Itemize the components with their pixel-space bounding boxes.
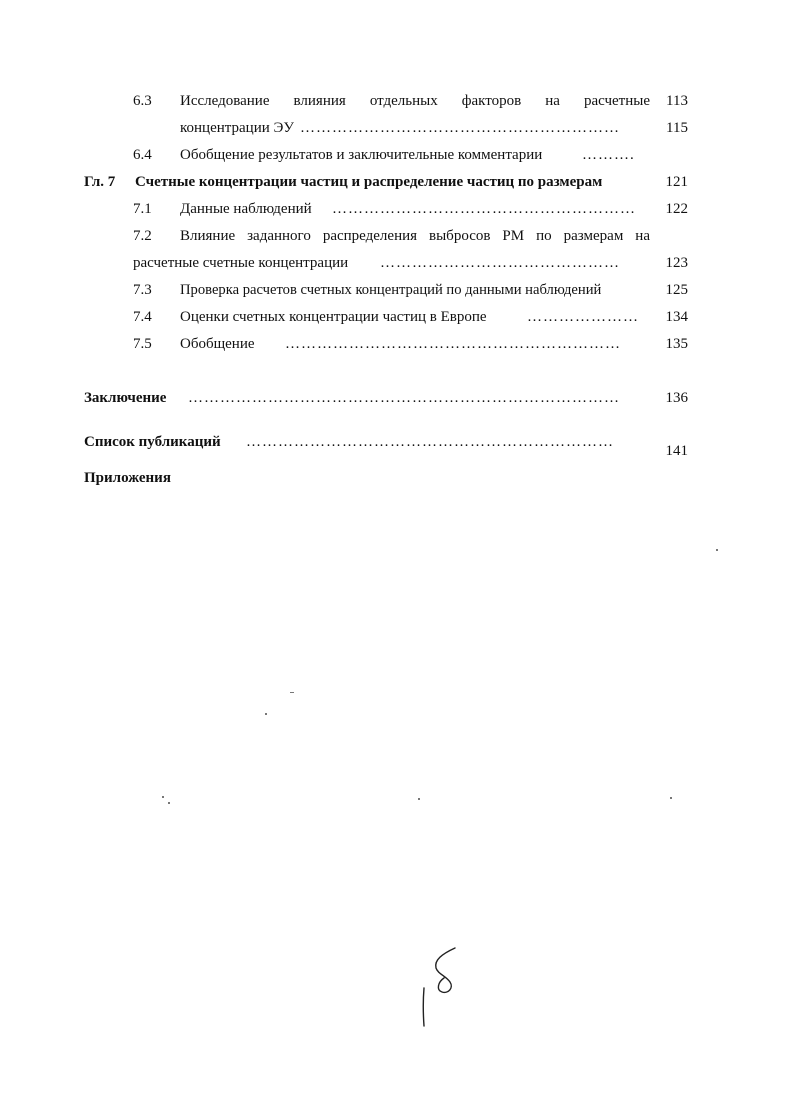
toc-leader-publications: …………………………………………………………… [246,434,614,450]
toc-leader-7-4: ………………… [527,309,639,325]
toc-chapter-title-7: Счетные концентрации частиц и распределение частиц по размерам [135,174,603,190]
toc-title-6-4: Обобщение результатов и заключительные комментарии [180,147,543,163]
toc-number-7-3: 7.3 [133,282,152,298]
toc-number-6-4: 6.4 [133,147,152,163]
toc-page-ch7: 121 [665,174,688,190]
handwritten-page-mark [412,940,472,1030]
toc-title-7-5: Обобщение [180,336,255,352]
scan-speck [162,796,164,798]
toc-page-6-3-b: 115 [666,120,688,136]
toc-leader-7-1: ………………………………………………… [332,201,636,217]
toc-page-7-1: 122 [665,201,688,217]
toc-number-7-2: 7.2 [133,228,152,244]
toc-number-6-3: 6.3 [133,93,152,109]
toc-title-6-3-line1: Исследование влияния отдельных факторов на расчетные [180,93,650,109]
toc-page-conclusion: 136 [665,390,688,406]
toc-leader-7-5: ……………………………………………………… [285,336,621,352]
toc-leader-6-4: ………. [582,147,635,163]
scan-speck [290,692,294,693]
toc-page-7-5: 135 [665,336,688,352]
scan-speck [670,797,672,799]
toc-title-7-2-line1: Влияние заданного распределения выбросов PM по размерам на [180,228,650,244]
toc-page-7-4: 134 [665,309,688,325]
toc-title-7-3: Проверка расчетов счетных концентраций по данными наблюдений [180,282,602,298]
toc-leader-6-3: …………………………………………………… [300,120,620,136]
toc-title-7-2-line2: расчетные счетные концентрации [133,255,349,271]
toc-page-7-3: 125 [665,282,688,298]
toc-number-7-1: 7.1 [133,201,152,217]
toc-page-6-3-a: 113 [666,93,688,109]
toc-leader-conclusion: ……………………………………………………………………… [188,390,620,406]
toc-page-7-2: 123 [665,255,688,271]
toc-chapter-label-7: Гл. 7 [84,174,116,190]
toc-leader-7-2: ……………………………………… [380,255,620,271]
toc-title-6-3-line2: концентрации ЭУ [180,120,295,136]
toc-title-7-1: Данные наблюдений [180,201,312,217]
toc-number-7-4: 7.4 [133,309,152,325]
toc-conclusion-title: Заключение [84,390,167,406]
toc-number-7-5: 7.5 [133,336,152,352]
toc-appendices-title: Приложения [84,470,171,486]
toc-title-7-4: Оценки счетных концентрации частиц в Европе [180,309,487,325]
toc-page-publications: 141 [665,443,688,459]
scan-speck [265,713,267,715]
toc-publications-title: Список публикаций [84,434,221,450]
scan-speck [168,802,170,804]
scan-speck [716,549,718,551]
scan-speck [418,798,420,800]
